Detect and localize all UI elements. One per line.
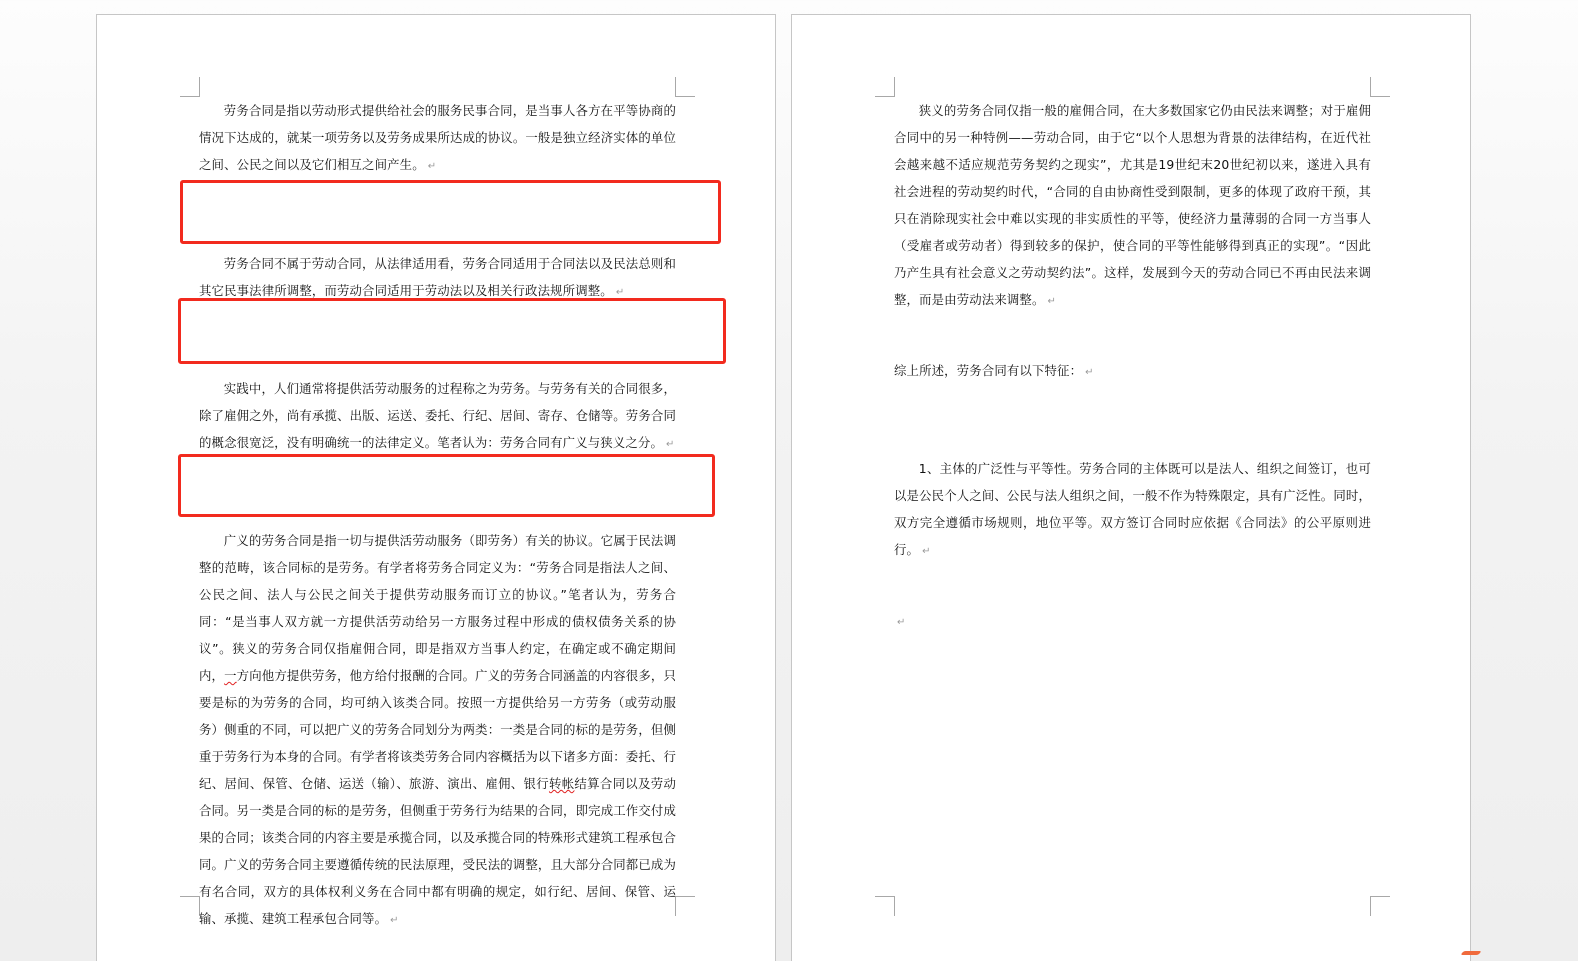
- paragraph-mark-icon: ↵: [897, 617, 906, 628]
- paragraph-mark-icon: ↵: [1085, 367, 1094, 378]
- paragraph-mark-icon: ↵: [615, 287, 625, 298]
- paragraph-text: 狭义的劳务合同仅指一般的雇佣合同，在大多数国家它仍由民法来调整；对于雇佣合同中的另一种特例——劳动合同，由于它“以个人思想为背景的法律结构，在近代社会越来越不适应规范劳务契约之现实”，尤其是19世纪末20世纪初以来，遂进入具有社会进程的劳动契约时代，“合同的自由协商性受到限制，更多的体现了政府干预，其只在消除现实社会中难以实现的非实质性的平等，使经济力量薄弱的合同一方当事人（受雇者或劳动者）得到较多的保护，使合同的平等性能够得到真正的实现”。“因此乃产生具有社会意义之劳动契约法”。这样，发展到今天的劳动合同已不再由民法来调整，而是由劳动法来调整。: [894, 103, 1371, 307]
- paragraph-text: 结算合同以及劳动合同。另一类是合同的标的是劳务，但侧重于劳务行为结果的合同，即完成工作交付成果的合同；该类合同的内容主要是承揽合同，以及承揽合同的特殊形式建筑工程承包合同。广义的劳务合同主要遵循传统的民法原理，受民法的调整，且大部分合同都已成为有名合同，双方的具体权利义务在合同中都有明确的规定，如行纪、居间、保管、运输、承揽、建筑工程承包合同等。: [199, 776, 677, 926]
- margin-corner-mark-top-left: [180, 77, 200, 97]
- paragraph-mark-icon: ↵: [1047, 296, 1057, 307]
- paragraph-narrow-definition[interactable]: [894, 97, 1371, 315]
- margin-corner-mark-top-left: [875, 77, 895, 97]
- paragraph-text: 1、主体的广泛性与平等性。劳务合同的主体既可以是法人、组织之间签订，也可以是公民个人之间、公民与法人组织之间，一般不作为特殊限定，具有广泛性。同时，双方完全遵循市场规则，地位平等。双方签订合同时应依据《合同法》的公平原则进行。: [894, 461, 1371, 557]
- margin-corner-mark-bottom-right: [1370, 896, 1390, 916]
- paragraph-broad-definition[interactable]: [199, 527, 676, 934]
- margin-corner-mark-bottom-right: [675, 896, 695, 916]
- paragraph-mark-icon: ↵: [390, 915, 399, 926]
- paragraph-empty[interactable]: [894, 607, 1371, 636]
- paragraph-mark-icon: ↵: [666, 439, 675, 450]
- margin-corner-mark-bottom-left: [180, 896, 200, 916]
- paragraph-text: 方向他方提供劳务，他方给付报酬的合同。广义的劳务合同涵盖的内容很多，只要是标的为劳务的合同，均可纳入该类合同。按照一方提供给另一方劳务（或劳动服务）侧重的不同，可以把广义的劳务合同划分为两类：一类是合同的标的是劳务，但侧重于劳务行为本身的合同。有学者将该类劳务合同内容概括为以下诸多方面：委托、行纪、居间、保管、仓储、运送（输）、旅游、演出、雇佣、银行: [199, 668, 676, 791]
- paragraph-mark-icon: ↵: [427, 161, 437, 172]
- paragraph-text: 实践中，人们通常将提供活劳动服务的过程称之为劳务。与劳务有关的合同很多，除了雇佣之外，尚有承揽、出版、运送、委托、行纪、居间、寄存、仓储等。劳务合同的概念很宽泛，没有明确统一的法律定义。笔者认为：劳务合同有广义与狭义之分。: [199, 381, 676, 450]
- spellcheck-flagged-word[interactable]: 转帐: [548, 776, 575, 791]
- paragraph-text: 综上所述，劳务合同有以下特征：: [894, 363, 1083, 378]
- paragraph-text: 广义的劳务合同是指一切与提供活劳动服务（即劳务）有关的协议。它属于民法调整的范畴，该合同标的是劳务。有学者将劳务合同定义为：“劳务合同是指法人之间、公民之间、法人与公民之间关于提供劳动服务而订立的协议。”笔者认为，劳务合同：“是当事人双方就一方提供活劳动给另一方服务过程中形成的债权债务关系的协议”。狭义的劳务合同仅指雇佣合同，即是指双方当事人约定，在确定或不确定期间内，: [199, 533, 676, 683]
- paragraph-mark-icon: ↵: [922, 546, 931, 557]
- margin-corner-mark-bottom-left: [875, 896, 895, 916]
- annotation-red-box-3: [178, 454, 715, 517]
- annotation-red-box-2: [178, 298, 726, 364]
- paragraph-text: 劳务合同不属于劳动合同，从法律适用看，劳务合同适用于合同法以及民法总则和其它民事法律所调整，而劳动合同适用于劳动法以及相关行政法规所调整。: [199, 256, 676, 298]
- orange-cursor-mark: [1460, 951, 1481, 955]
- margin-corner-mark-top-right: [675, 77, 695, 97]
- paragraph-feature-1[interactable]: [894, 455, 1371, 565]
- paragraph-summary-heading[interactable]: [894, 357, 1371, 386]
- annotation-red-box-1: [180, 180, 721, 244]
- paragraph-definition[interactable]: [199, 97, 676, 180]
- margin-corner-mark-top-right: [1370, 77, 1390, 97]
- paragraph-practice[interactable]: [199, 375, 676, 458]
- paragraph-text: 劳务合同是指以劳动形式提供给社会的服务民事合同，是当事人各方在平等协商的情况下达成的，就某一项劳务以及劳务成果所达成的协议。一般是独立经济实体的单位之间、公民之间以及它们相互之间产生。: [199, 103, 676, 172]
- spellcheck-flagged-word[interactable]: 一: [224, 668, 237, 683]
- document-page-2: [791, 14, 1471, 961]
